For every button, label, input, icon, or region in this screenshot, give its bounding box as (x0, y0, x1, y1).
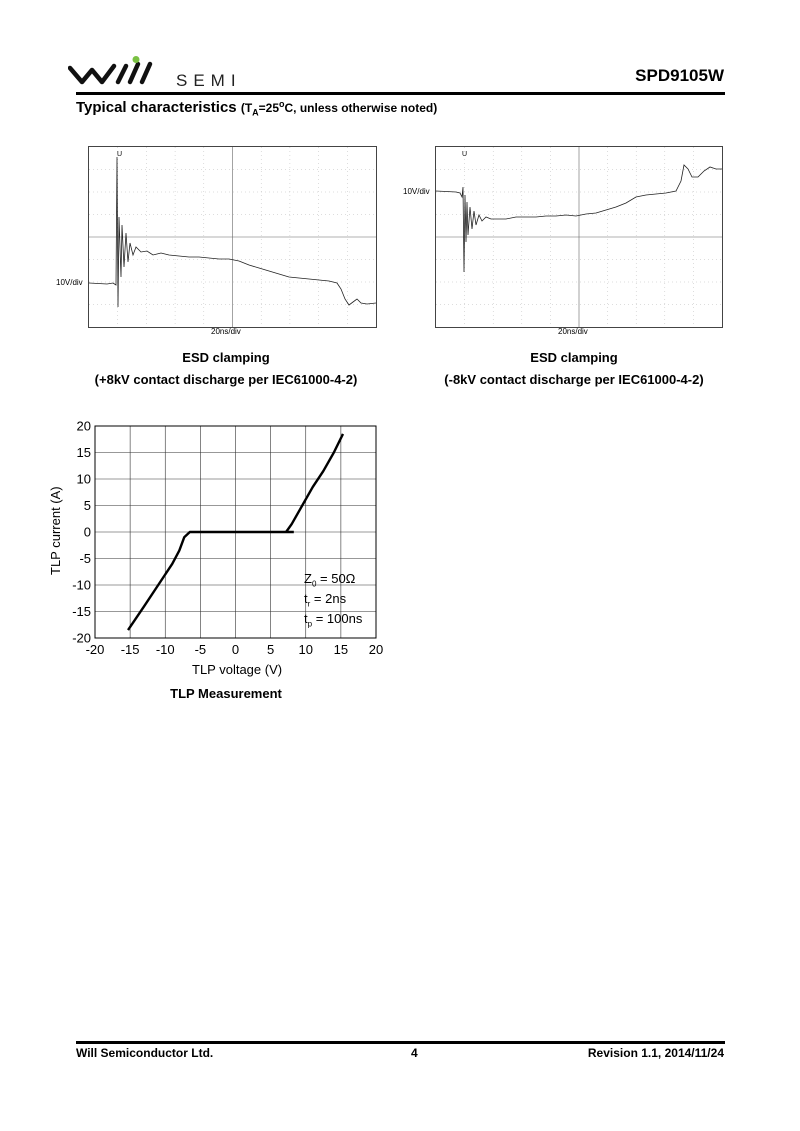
tlp-y-tick-label: -15 (72, 604, 91, 619)
logo-semi-text: SEMI (176, 71, 242, 90)
tlp-chart (40, 415, 400, 680)
tlp-annotation-pulse-width: $t_p = 100ns$ (304, 611, 363, 629)
tlp-annotation-impedance: $Z_0 = 50\Omega$ (304, 571, 356, 589)
tlp-x-tick-label: 5 (267, 642, 275, 657)
section-title-text: Typical characteristics (76, 99, 237, 116)
tlp-x-tick-label: -5 (194, 642, 207, 657)
scope-plot-negative (435, 146, 723, 328)
header-rule (76, 92, 725, 95)
tlp-annotation-rise-time: $t_r = 2ns$ (304, 591, 347, 609)
scope-trace-positive (89, 147, 376, 327)
tlp-x-tick-label: 20 (368, 642, 384, 657)
tlp-series-line-1 (286, 434, 343, 532)
scope2-caption-title: ESD clamping (530, 350, 618, 365)
tlp-y-tick-label: 15 (76, 445, 91, 460)
section-condition: ($T_A=25^oC$, unless otherwise noted) (240, 99, 438, 118)
tlp-y-tick-label: -10 (72, 577, 91, 593)
tlp-y-tick-label: -5 (79, 551, 91, 566)
tlp-y-tick-label: -20 (72, 630, 91, 646)
scope1-time-scale: 20ns/div (211, 327, 241, 336)
scope1-vertical-scale: 10V/div (56, 278, 83, 287)
tlp-y-tick-label: 10 (76, 471, 91, 487)
scope2-vertical-scale: 10V/div (403, 187, 430, 196)
footer-rule (76, 1041, 725, 1044)
scope2-caption-detail: (-8kV contact discharge per IEC61000-4-2) (444, 372, 704, 387)
scope2-time-scale: 20ns/div (558, 327, 588, 336)
tlp-x-tick-label: -15 (120, 642, 140, 657)
part-number: SPD9105W (635, 66, 724, 85)
scope-trace-negative (436, 147, 722, 327)
tlp-y-axis-label: TLP current (A) (48, 486, 63, 575)
tlp-x-tick-label: -10 (155, 642, 175, 657)
footer-company: Will Semiconductor Ltd. (76, 1046, 214, 1060)
tlp-y-tick-label: 5 (83, 498, 91, 513)
tlp-x-tick-label: -20 (85, 642, 105, 657)
section-title (76, 99, 437, 117)
footer-revision: Revision 1.1, 2014/11/24 (587, 1046, 724, 1060)
scope1-caption-title: ESD clamping (182, 350, 270, 365)
tlp-x-tick-label: 15 (333, 642, 349, 657)
tlp-caption: TLP Measurement (170, 686, 282, 701)
tlp-y-tick-label: 20 (76, 418, 91, 434)
scope1-caption-detail: (+8kV contact discharge per IEC61000-4-2) (94, 372, 358, 387)
tlp-x-axis-label: TLP voltage (V) (192, 662, 283, 677)
scope-plot-positive (88, 146, 377, 328)
svg-text:U: U (117, 151, 123, 158)
footer-page-number: 4 (411, 1046, 418, 1060)
tlp-y-tick-label: 0 (83, 524, 91, 540)
tlp-x-tick-label: 10 (298, 642, 313, 657)
tlp-series-line-0 (128, 532, 294, 630)
tlp-x-tick-label: 0 (231, 642, 240, 657)
svg-text:U: U (462, 151, 468, 158)
